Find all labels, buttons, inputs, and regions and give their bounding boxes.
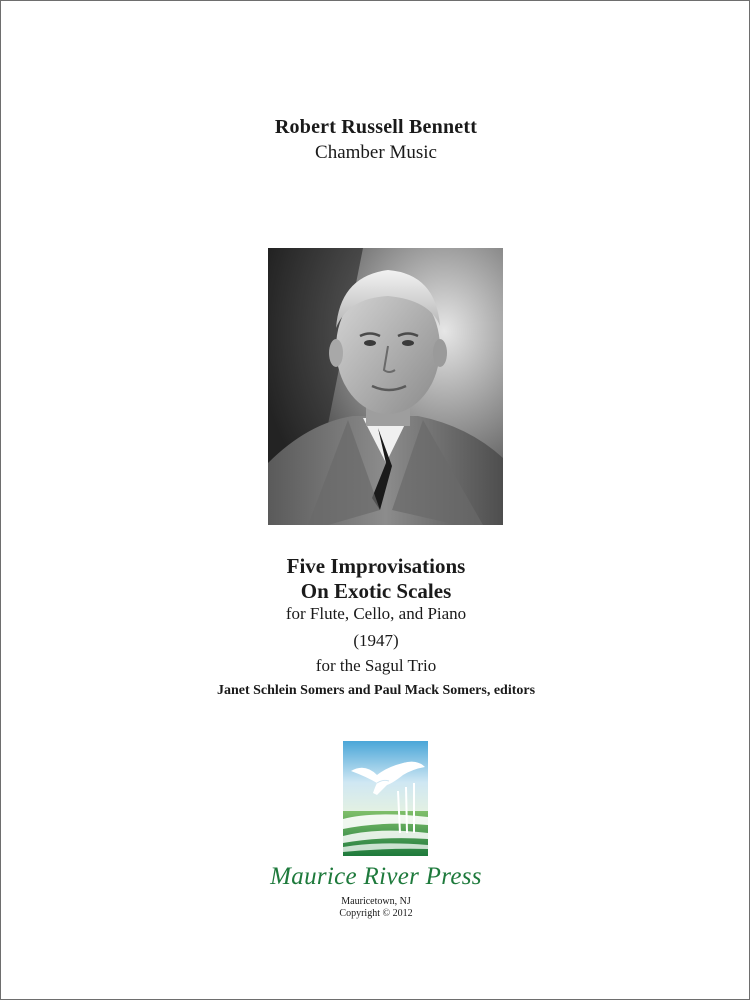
dedication: for the Sagul Trio xyxy=(315,656,437,675)
publisher-logo-icon xyxy=(343,741,428,856)
editors-credit: Janet Schlein Somers and Paul Mack Somers, editors xyxy=(216,683,536,698)
composition-year: (1947) xyxy=(353,631,399,650)
work-title-line1: Five Improvisations xyxy=(286,554,466,578)
series-title: Chamber Music xyxy=(315,142,437,163)
composer-portrait xyxy=(268,248,503,525)
work-title-line2: On Exotic Scales xyxy=(300,579,452,603)
copyright-notice: Copyright © 2012 xyxy=(339,908,413,919)
composer-name: Robert Russell Bennett xyxy=(274,116,478,138)
publisher-location: Mauricetown, NJ xyxy=(341,896,411,907)
publisher-name: Maurice River Press xyxy=(270,863,482,890)
instrumentation: for Flute, Cello, and Piano xyxy=(285,604,467,623)
